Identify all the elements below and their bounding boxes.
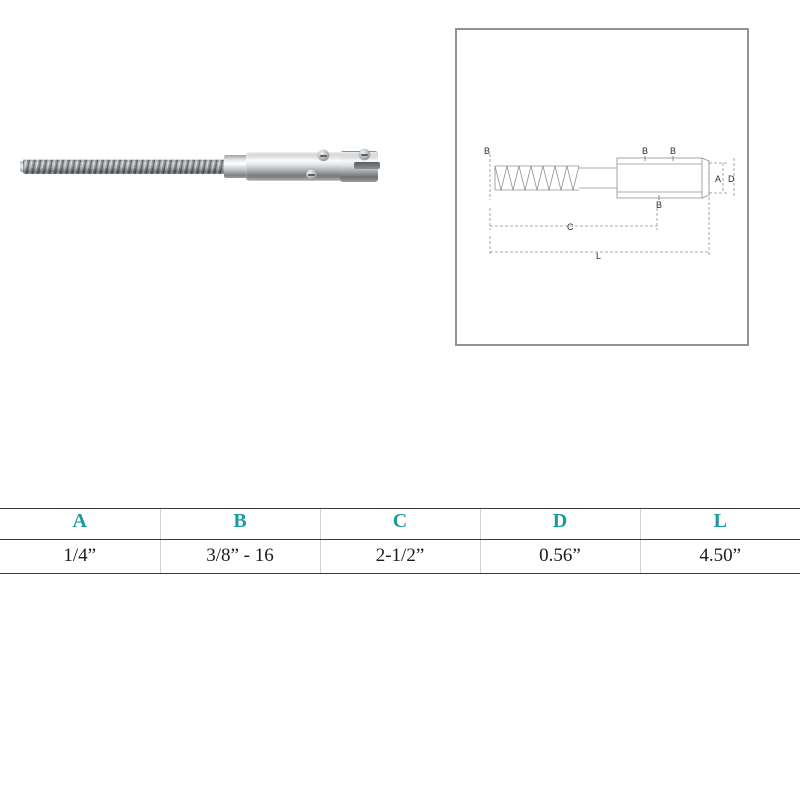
dimension-table	[0, 508, 800, 574]
table-header-row	[0, 509, 800, 540]
drawing-dimension-lines	[490, 154, 734, 256]
table-value-a: 1/4”	[0, 540, 160, 574]
swage-body	[246, 152, 344, 181]
drawing-threaded-section	[495, 166, 617, 190]
threaded-rod	[23, 159, 228, 174]
table-header-a: A	[0, 509, 160, 540]
table-header-c: C	[320, 509, 480, 540]
set-screw-top-left-icon	[318, 150, 329, 161]
technical-drawing-svg	[457, 30, 747, 344]
label-b-top2: B	[670, 146, 677, 156]
drawing-labels	[484, 146, 735, 261]
jaw-slot	[354, 162, 380, 169]
drawing-swage-body	[617, 158, 709, 198]
technical-drawing-panel	[455, 28, 749, 346]
table-header-d: D	[480, 509, 640, 540]
label-b-top: B	[642, 146, 649, 156]
swage-stud-photo	[18, 140, 368, 192]
label-b-left: B	[484, 146, 491, 156]
set-screw-top-right-icon	[359, 149, 370, 160]
set-screw-bottom-icon	[306, 169, 317, 180]
drawing-set-screws	[645, 156, 673, 200]
label-d: D	[728, 174, 735, 184]
table-header-b: B	[160, 509, 320, 540]
product-photo-panel	[0, 0, 440, 345]
table-row	[0, 540, 800, 574]
table-value-l: 4.50”	[640, 540, 800, 574]
table-value-b: 3/8” - 16	[160, 540, 320, 574]
label-b-lower: B	[656, 200, 663, 210]
label-l: L	[596, 251, 602, 261]
table-header-l: L	[640, 509, 800, 540]
table-value-d: 0.56”	[480, 540, 640, 574]
rod-shoulder	[224, 155, 248, 178]
table-value-c: 2-1/2”	[320, 540, 480, 574]
label-a: A	[715, 174, 722, 184]
label-c: C	[567, 222, 574, 232]
